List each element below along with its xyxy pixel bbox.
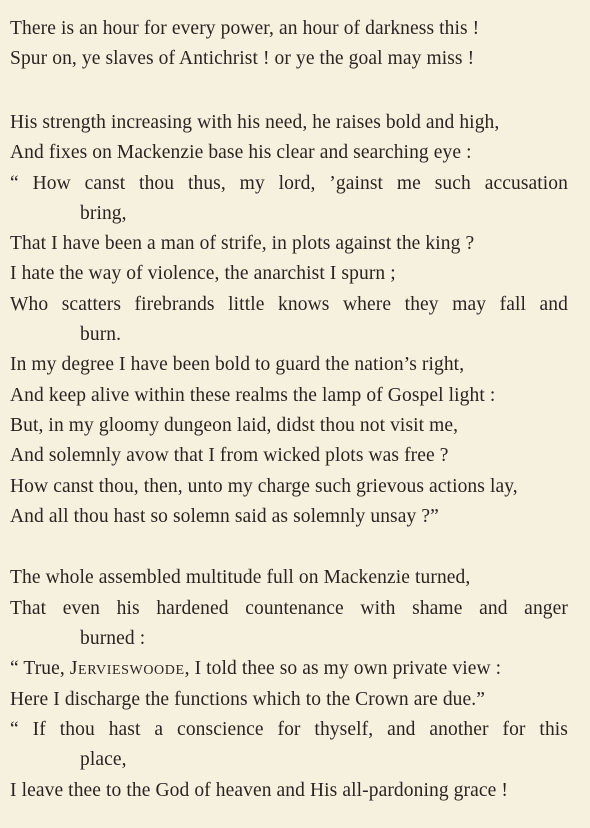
poem-line: I leave thee to the God of heaven and His all-pardoning grace ! <box>10 780 508 801</box>
poem-line-segment: “ True, <box>10 658 70 679</box>
poem-line-segment: , I told thee so as my own private view : <box>184 658 502 679</box>
poem-line: And fixes on Mackenzie base his clear and searching eye : <box>10 142 472 163</box>
poem-line: That I have been a man of strife, in plots against the king ? <box>10 233 475 254</box>
poem-line <box>10 657 501 681</box>
poem-line: The whole assembled multitude full on Mackenzie turned, <box>10 567 471 588</box>
poem-line: And keep alive within these realms the lamp of Gospel light : <box>10 385 496 406</box>
poem-line: “ How canst thou thus, my lord, ’gainst me such accusation <box>10 173 568 194</box>
poem-line: Here I discharge the functions which to the Crown are due.” <box>10 689 486 710</box>
poem-line: And solemnly avow that I from wicked plots was free ? <box>10 445 449 466</box>
poem-line-continuation: burned : <box>80 628 146 649</box>
poem-line: Spur on, ye slaves of Antichrist ! or ye the goal may miss ! <box>10 48 475 69</box>
poem-line: “ If thou hast a conscience for thyself, and another for this <box>10 719 568 740</box>
poem-line-continuation: place, <box>80 749 127 770</box>
poem-line: And all thou hast so solemn said as solemnly unsay ?” <box>10 506 439 527</box>
poem-line: I hate the way of violence, the anarchist I spurn ; <box>10 263 396 284</box>
poem-line: There is an hour for every power, an hour of darkness this ! <box>10 18 480 39</box>
character-name: Jervieswoode <box>69 658 185 679</box>
poem-line: Who scatters firebrands little knows where they may fall and <box>10 294 568 315</box>
poem-line: That even his hardened countenance with shame and anger <box>10 598 568 619</box>
poem-line-continuation: burn. <box>80 324 122 345</box>
poem-line: How canst thou, then, unto my charge such grievous actions lay, <box>10 476 518 497</box>
poem-line-continuation: bring, <box>80 203 127 224</box>
poem-line: His strength increasing with his need, he raises bold and high, <box>10 112 500 133</box>
poem-line: In my degree I have been bold to guard the nation’s right, <box>10 354 465 375</box>
poem-line: But, in my gloomy dungeon laid, didst thou not visit me, <box>10 415 459 436</box>
